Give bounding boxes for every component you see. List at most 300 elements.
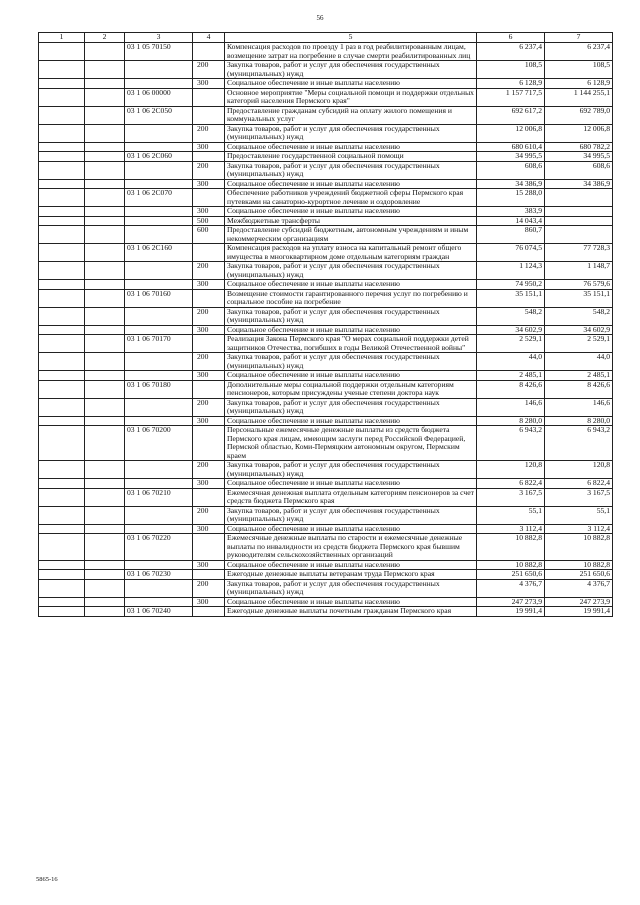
table-row bbox=[39, 570, 613, 580]
cell-name: Ежемесячная денежная выплата отдельным категориям пенсионеров за счет средств бюджета Пермского края bbox=[225, 488, 477, 506]
cell-name: Социальное обеспечение и иные выплаты населению bbox=[225, 280, 477, 290]
cell-target-code: 03 1 06 70240 bbox=[125, 607, 193, 617]
cell-amount-col6: 3 167,5 bbox=[477, 488, 545, 506]
cell-amount-col6: 860,7 bbox=[477, 226, 545, 244]
table-row bbox=[39, 226, 613, 244]
header-cell-7: 7 bbox=[545, 33, 613, 43]
cell-col1 bbox=[39, 61, 85, 79]
cell-amount-col6: 19 991,4 bbox=[477, 607, 545, 617]
cell-col2 bbox=[85, 560, 125, 570]
cell-col2 bbox=[85, 534, 125, 561]
cell-target-code: 03 1 06 2С070 bbox=[125, 189, 193, 207]
table-row bbox=[39, 488, 613, 506]
cell-amount-col7: 3 167,5 bbox=[545, 488, 613, 506]
cell-name: Социальное обеспечение и иные выплаты населению bbox=[225, 597, 477, 607]
cell-target-code: 03 1 06 70200 bbox=[125, 426, 193, 461]
cell-expense-type bbox=[193, 189, 225, 207]
cell-expense-type: 200 bbox=[193, 61, 225, 79]
cell-col1 bbox=[39, 325, 85, 335]
cell-amount-col6: 2 529,1 bbox=[477, 335, 545, 353]
cell-col1 bbox=[39, 479, 85, 489]
table-row bbox=[39, 179, 613, 189]
cell-expense-type: 500 bbox=[193, 216, 225, 226]
cell-amount-col7: 10 882,8 bbox=[545, 534, 613, 561]
cell-col2 bbox=[85, 226, 125, 244]
cell-target-code bbox=[125, 325, 193, 335]
cell-amount-col6: 10 882,8 bbox=[477, 534, 545, 561]
cell-amount-col6: 247 273,9 bbox=[477, 597, 545, 607]
cell-amount-col6: 608,6 bbox=[477, 161, 545, 179]
cell-amount-col7: 1 144 255,1 bbox=[545, 88, 613, 106]
table-row bbox=[39, 88, 613, 106]
cell-name: Закупка товаров, работ и услуг для обеспечения государственных (муниципальных) нужд bbox=[225, 506, 477, 524]
cell-expense-type bbox=[193, 380, 225, 398]
cell-target-code bbox=[125, 307, 193, 325]
cell-col1 bbox=[39, 244, 85, 262]
cell-name: Предоставление гражданам субсидий на оплату жилого помещения и коммунальных услуг bbox=[225, 106, 477, 124]
cell-col2 bbox=[85, 61, 125, 79]
cell-name: Компенсация расходов по проезду 1 раз в год реабилитированным лицам, возмещение затрат на погребение в случае смерти реабилитированных лиц bbox=[225, 43, 477, 61]
cell-amount-col6: 35 151,1 bbox=[477, 289, 545, 307]
cell-target-code bbox=[125, 353, 193, 371]
cell-amount-col7: 1 148,7 bbox=[545, 262, 613, 280]
cell-col2 bbox=[85, 289, 125, 307]
table-row bbox=[39, 207, 613, 217]
cell-amount-col7: 692 789,0 bbox=[545, 106, 613, 124]
cell-col2 bbox=[85, 335, 125, 353]
cell-name: Социальное обеспечение и иные выплаты населению bbox=[225, 325, 477, 335]
cell-col2 bbox=[85, 161, 125, 179]
cell-col2 bbox=[85, 461, 125, 479]
cell-col1 bbox=[39, 88, 85, 106]
cell-col2 bbox=[85, 325, 125, 335]
cell-target-code: 03 1 06 2С060 bbox=[125, 152, 193, 162]
cell-col1 bbox=[39, 579, 85, 597]
cell-name: Социальное обеспечение и иные выплаты населению bbox=[225, 207, 477, 217]
cell-col1 bbox=[39, 79, 85, 89]
cell-amount-col6: 108,5 bbox=[477, 61, 545, 79]
budget-table bbox=[38, 32, 613, 617]
cell-name: Социальное обеспечение и иные выплаты населению bbox=[225, 479, 477, 489]
cell-target-code: 03 1 06 2С050 bbox=[125, 106, 193, 124]
table-row bbox=[39, 161, 613, 179]
cell-expense-type bbox=[193, 607, 225, 617]
cell-col1 bbox=[39, 560, 85, 570]
cell-expense-type bbox=[193, 335, 225, 353]
cell-col1 bbox=[39, 207, 85, 217]
cell-amount-col7 bbox=[545, 189, 613, 207]
table-row bbox=[39, 416, 613, 426]
cell-col2 bbox=[85, 216, 125, 226]
table-row bbox=[39, 607, 613, 617]
table-row bbox=[39, 280, 613, 290]
cell-col1 bbox=[39, 161, 85, 179]
cell-col1 bbox=[39, 597, 85, 607]
cell-col2 bbox=[85, 179, 125, 189]
cell-col2 bbox=[85, 142, 125, 152]
cell-col1 bbox=[39, 216, 85, 226]
cell-amount-col6: 146,6 bbox=[477, 398, 545, 416]
table-row bbox=[39, 579, 613, 597]
cell-amount-col6: 4 376,7 bbox=[477, 579, 545, 597]
table-row bbox=[39, 79, 613, 89]
cell-name: Социальное обеспечение и иные выплаты населению bbox=[225, 560, 477, 570]
cell-name: Обеспечение работников учреждений бюджетной сферы Пермского края путевками на санаторно-курортное лечение и оздоровление bbox=[225, 189, 477, 207]
cell-expense-type: 300 bbox=[193, 179, 225, 189]
cell-col2 bbox=[85, 152, 125, 162]
cell-amount-col6: 8 280,0 bbox=[477, 416, 545, 426]
cell-col1 bbox=[39, 380, 85, 398]
cell-col2 bbox=[85, 307, 125, 325]
cell-name: Компенсация расходов на уплату взноса на капитальный ремонт общего имущества в многоквартирном доме отдельным категориям граждан bbox=[225, 244, 477, 262]
cell-amount-col7: 35 151,1 bbox=[545, 289, 613, 307]
cell-col1 bbox=[39, 570, 85, 580]
cell-amount-col6: 3 112,4 bbox=[477, 524, 545, 534]
cell-amount-col7: 6 237,4 bbox=[545, 43, 613, 61]
cell-col2 bbox=[85, 488, 125, 506]
cell-target-code: 03 1 06 00000 bbox=[125, 88, 193, 106]
table-row bbox=[39, 43, 613, 61]
cell-expense-type: 200 bbox=[193, 353, 225, 371]
cell-amount-col7: 44,0 bbox=[545, 353, 613, 371]
cell-amount-col6: 6 822,4 bbox=[477, 479, 545, 489]
cell-expense-type: 200 bbox=[193, 579, 225, 597]
cell-amount-col7: 251 650,6 bbox=[545, 570, 613, 580]
cell-amount-col7: 6 822,4 bbox=[545, 479, 613, 489]
cell-name: Социальное обеспечение и иные выплаты населению bbox=[225, 416, 477, 426]
cell-amount-col7: 77 728,3 bbox=[545, 244, 613, 262]
header-cell-5: 5 bbox=[225, 33, 477, 43]
cell-amount-col6: 680 610,4 bbox=[477, 142, 545, 152]
cell-target-code bbox=[125, 524, 193, 534]
cell-name: Возмещение стоимости гарантированного перечня услуг по погребению и социальное пособие на погребение bbox=[225, 289, 477, 307]
cell-expense-type: 300 bbox=[193, 416, 225, 426]
cell-expense-type: 200 bbox=[193, 461, 225, 479]
header-cell-3: 3 bbox=[125, 33, 193, 43]
cell-expense-type: 200 bbox=[193, 161, 225, 179]
cell-name: Ежегодные денежные выплаты почетным гражданам Пермского края bbox=[225, 607, 477, 617]
cell-target-code bbox=[125, 262, 193, 280]
cell-name: Закупка товаров, работ и услуг для обеспечения государственных (муниципальных) нужд bbox=[225, 579, 477, 597]
cell-amount-col7: 247 273,9 bbox=[545, 597, 613, 607]
header-cell-6: 6 bbox=[477, 33, 545, 43]
table-row bbox=[39, 524, 613, 534]
table-row bbox=[39, 189, 613, 207]
cell-expense-type bbox=[193, 152, 225, 162]
table-row bbox=[39, 142, 613, 152]
cell-expense-type bbox=[193, 488, 225, 506]
cell-col1 bbox=[39, 524, 85, 534]
cell-name: Ежемесячные денежные выплаты по старости и ежемесячные денежные выплаты по инвалидности из средств бюджета Пермского края бывшим руководителям сельскохозяйственных организаций bbox=[225, 534, 477, 561]
cell-col1 bbox=[39, 416, 85, 426]
table-row bbox=[39, 325, 613, 335]
cell-expense-type: 300 bbox=[193, 524, 225, 534]
cell-expense-type: 200 bbox=[193, 262, 225, 280]
cell-amount-col7: 34 386,9 bbox=[545, 179, 613, 189]
table-row bbox=[39, 461, 613, 479]
cell-target-code bbox=[125, 280, 193, 290]
cell-expense-type bbox=[193, 534, 225, 561]
cell-amount-col6: 34 995,5 bbox=[477, 152, 545, 162]
cell-amount-col7: 6 943,2 bbox=[545, 426, 613, 461]
cell-col1 bbox=[39, 353, 85, 371]
cell-target-code bbox=[125, 207, 193, 217]
cell-amount-col6: 10 882,8 bbox=[477, 560, 545, 570]
table-row bbox=[39, 479, 613, 489]
table-row bbox=[39, 380, 613, 398]
cell-col1 bbox=[39, 426, 85, 461]
cell-amount-col7: 108,5 bbox=[545, 61, 613, 79]
table-row bbox=[39, 61, 613, 79]
page-number: 56 bbox=[316, 14, 324, 22]
cell-col1 bbox=[39, 226, 85, 244]
cell-amount-col6: 34 386,9 bbox=[477, 179, 545, 189]
cell-amount-col7: 4 376,7 bbox=[545, 579, 613, 597]
cell-name: Основное мероприятие "Меры социальной помощи и поддержки отдельных категорий населения Пермского края" bbox=[225, 88, 477, 106]
cell-name: Социальное обеспечение и иные выплаты населению bbox=[225, 524, 477, 534]
cell-expense-type bbox=[193, 244, 225, 262]
cell-target-code: 03 1 06 70160 bbox=[125, 289, 193, 307]
cell-expense-type: 300 bbox=[193, 325, 225, 335]
cell-amount-col6: 6 943,2 bbox=[477, 426, 545, 461]
table-row bbox=[39, 371, 613, 381]
footer-code: 5865-16 bbox=[36, 876, 58, 883]
table-header bbox=[39, 33, 613, 43]
cell-name: Предоставление государственной социальной помощи bbox=[225, 152, 477, 162]
cell-target-code bbox=[125, 79, 193, 89]
cell-amount-col7 bbox=[545, 216, 613, 226]
cell-amount-col6: 76 074,5 bbox=[477, 244, 545, 262]
cell-target-code bbox=[125, 461, 193, 479]
cell-name: Закупка товаров, работ и услуг для обеспечения государственных (муниципальных) нужд bbox=[225, 124, 477, 142]
cell-col2 bbox=[85, 280, 125, 290]
cell-name: Социальное обеспечение и иные выплаты населению bbox=[225, 142, 477, 152]
cell-col2 bbox=[85, 124, 125, 142]
cell-col2 bbox=[85, 43, 125, 61]
cell-expense-type bbox=[193, 289, 225, 307]
cell-expense-type: 200 bbox=[193, 124, 225, 142]
cell-col2 bbox=[85, 207, 125, 217]
cell-col1 bbox=[39, 280, 85, 290]
cell-col2 bbox=[85, 189, 125, 207]
cell-expense-type: 200 bbox=[193, 506, 225, 524]
cell-col2 bbox=[85, 416, 125, 426]
cell-name: Реализация Закона Пермского края "О мерах социальной поддержки детей защитников Отечества, погибших в годы Великой Отечественной войны" bbox=[225, 335, 477, 353]
cell-amount-col7: 55,1 bbox=[545, 506, 613, 524]
cell-amount-col6: 383,9 bbox=[477, 207, 545, 217]
cell-amount-col7: 10 882,8 bbox=[545, 560, 613, 570]
cell-col1 bbox=[39, 124, 85, 142]
cell-expense-type: 300 bbox=[193, 597, 225, 607]
cell-name: Предоставление субсидий бюджетным, автономным учреждениям и иным некоммерческим организациям bbox=[225, 226, 477, 244]
header-cell-2: 2 bbox=[85, 33, 125, 43]
table-row bbox=[39, 216, 613, 226]
cell-target-code bbox=[125, 226, 193, 244]
header-cell-4: 4 bbox=[193, 33, 225, 43]
cell-target-code bbox=[125, 579, 193, 597]
table-row bbox=[39, 426, 613, 461]
cell-col2 bbox=[85, 506, 125, 524]
cell-col2 bbox=[85, 353, 125, 371]
cell-amount-col6: 6 128,9 bbox=[477, 79, 545, 89]
table-row bbox=[39, 289, 613, 307]
cell-amount-col6: 74 950,2 bbox=[477, 280, 545, 290]
cell-col1 bbox=[39, 179, 85, 189]
cell-col1 bbox=[39, 506, 85, 524]
cell-target-code bbox=[125, 506, 193, 524]
cell-target-code bbox=[125, 61, 193, 79]
cell-target-code: 03 1 06 70210 bbox=[125, 488, 193, 506]
cell-col2 bbox=[85, 371, 125, 381]
cell-col2 bbox=[85, 570, 125, 580]
cell-target-code bbox=[125, 416, 193, 426]
cell-target-code bbox=[125, 161, 193, 179]
header-cell-1: 1 bbox=[39, 33, 85, 43]
cell-name: Закупка товаров, работ и услуг для обеспечения государственных (муниципальных) нужд bbox=[225, 61, 477, 79]
cell-col1 bbox=[39, 335, 85, 353]
cell-target-code: 03 1 06 70180 bbox=[125, 380, 193, 398]
cell-col1 bbox=[39, 262, 85, 280]
cell-col2 bbox=[85, 88, 125, 106]
cell-amount-col6: 12 006,8 bbox=[477, 124, 545, 142]
table-row bbox=[39, 597, 613, 607]
cell-col2 bbox=[85, 398, 125, 416]
cell-col2 bbox=[85, 262, 125, 280]
cell-target-code: 03 1 06 70220 bbox=[125, 534, 193, 561]
cell-target-code bbox=[125, 398, 193, 416]
cell-name: Закупка товаров, работ и услуг для обеспечения государственных (муниципальных) нужд bbox=[225, 262, 477, 280]
cell-amount-col7: 3 112,4 bbox=[545, 524, 613, 534]
cell-col1 bbox=[39, 152, 85, 162]
cell-expense-type: 300 bbox=[193, 142, 225, 152]
cell-col2 bbox=[85, 579, 125, 597]
cell-expense-type: 200 bbox=[193, 307, 225, 325]
table-row bbox=[39, 335, 613, 353]
cell-col2 bbox=[85, 524, 125, 534]
table-row bbox=[39, 124, 613, 142]
cell-col2 bbox=[85, 380, 125, 398]
cell-amount-col7: 680 782,2 bbox=[545, 142, 613, 152]
cell-amount-col7: 34 602,9 bbox=[545, 325, 613, 335]
cell-target-code: 03 1 06 70230 bbox=[125, 570, 193, 580]
cell-amount-col6: 1 157 717,5 bbox=[477, 88, 545, 106]
cell-target-code bbox=[125, 124, 193, 142]
cell-amount-col6: 55,1 bbox=[477, 506, 545, 524]
cell-target-code bbox=[125, 371, 193, 381]
cell-col2 bbox=[85, 479, 125, 489]
cell-expense-type: 300 bbox=[193, 79, 225, 89]
cell-name: Закупка товаров, работ и услуг для обеспечения государственных (муниципальных) нужд bbox=[225, 461, 477, 479]
table-row bbox=[39, 560, 613, 570]
cell-expense-type bbox=[193, 570, 225, 580]
cell-name: Закупка товаров, работ и услуг для обеспечения государственных (муниципальных) нужд bbox=[225, 161, 477, 179]
cell-name: Закупка товаров, работ и услуг для обеспечения государственных (муниципальных) нужд bbox=[225, 398, 477, 416]
cell-amount-col6: 692 617,2 bbox=[477, 106, 545, 124]
cell-amount-col7: 120,8 bbox=[545, 461, 613, 479]
cell-col1 bbox=[39, 398, 85, 416]
cell-target-code bbox=[125, 216, 193, 226]
table-row bbox=[39, 506, 613, 524]
cell-expense-type: 300 bbox=[193, 560, 225, 570]
cell-col2 bbox=[85, 426, 125, 461]
cell-col1 bbox=[39, 189, 85, 207]
cell-expense-type bbox=[193, 426, 225, 461]
cell-amount-col6: 14 043,4 bbox=[477, 216, 545, 226]
cell-col2 bbox=[85, 244, 125, 262]
cell-amount-col7: 12 006,8 bbox=[545, 124, 613, 142]
cell-amount-col6: 1 124,3 bbox=[477, 262, 545, 280]
cell-name: Закупка товаров, работ и услуг для обеспечения государственных (муниципальных) нужд bbox=[225, 353, 477, 371]
cell-amount-col7 bbox=[545, 207, 613, 217]
cell-expense-type bbox=[193, 88, 225, 106]
cell-col2 bbox=[85, 79, 125, 89]
cell-col1 bbox=[39, 534, 85, 561]
cell-col2 bbox=[85, 607, 125, 617]
cell-amount-col7: 19 991,4 bbox=[545, 607, 613, 617]
table-row bbox=[39, 244, 613, 262]
cell-amount-col6: 6 237,4 bbox=[477, 43, 545, 61]
cell-col1 bbox=[39, 307, 85, 325]
cell-col1 bbox=[39, 607, 85, 617]
cell-amount-col6: 2 485,1 bbox=[477, 371, 545, 381]
cell-expense-type: 600 bbox=[193, 226, 225, 244]
cell-col2 bbox=[85, 597, 125, 607]
table-row bbox=[39, 534, 613, 561]
cell-amount-col6: 548,2 bbox=[477, 307, 545, 325]
cell-name: Социальное обеспечение и иные выплаты населению bbox=[225, 179, 477, 189]
cell-expense-type: 300 bbox=[193, 280, 225, 290]
table-row bbox=[39, 262, 613, 280]
cell-amount-col7: 8 280,0 bbox=[545, 416, 613, 426]
cell-amount-col6: 8 426,6 bbox=[477, 380, 545, 398]
cell-amount-col7: 76 579,6 bbox=[545, 280, 613, 290]
cell-col1 bbox=[39, 43, 85, 61]
cell-expense-type: 300 bbox=[193, 207, 225, 217]
cell-expense-type: 200 bbox=[193, 398, 225, 416]
cell-amount-col6: 15 288,0 bbox=[477, 189, 545, 207]
cell-amount-col6: 44,0 bbox=[477, 353, 545, 371]
cell-target-code: 03 1 06 2С160 bbox=[125, 244, 193, 262]
cell-name: Персональные ежемесячные денежные выплаты из средств бюджета Пермского края лицам, имеющим заслуги перед Российской Федерацией, Пермской областью, Коми-Пермяцким автономным округом, Пермским краем bbox=[225, 426, 477, 461]
header-row bbox=[39, 33, 613, 43]
cell-name: Ежегодные денежные выплаты ветеранам труда Пермского края bbox=[225, 570, 477, 580]
cell-col1 bbox=[39, 461, 85, 479]
cell-amount-col7: 34 995,5 bbox=[545, 152, 613, 162]
cell-amount-col7: 6 128,9 bbox=[545, 79, 613, 89]
cell-expense-type bbox=[193, 106, 225, 124]
table-row bbox=[39, 307, 613, 325]
cell-expense-type: 300 bbox=[193, 371, 225, 381]
table-row bbox=[39, 398, 613, 416]
cell-expense-type bbox=[193, 43, 225, 61]
cell-name: Дополнительные меры социальной поддержки отдельным категориям пенсионеров, которым присуждены ученые степени доктора наук bbox=[225, 380, 477, 398]
cell-col1 bbox=[39, 488, 85, 506]
cell-amount-col6: 34 602,9 bbox=[477, 325, 545, 335]
cell-name: Социальное обеспечение и иные выплаты населению bbox=[225, 371, 477, 381]
cell-target-code: 03 1 05 70150 bbox=[125, 43, 193, 61]
cell-amount-col6: 251 650,6 bbox=[477, 570, 545, 580]
cell-amount-col6: 120,8 bbox=[477, 461, 545, 479]
cell-name: Закупка товаров, работ и услуг для обеспечения государственных (муниципальных) нужд bbox=[225, 307, 477, 325]
cell-name: Межбюджетные трансферты bbox=[225, 216, 477, 226]
cell-col1 bbox=[39, 371, 85, 381]
cell-col1 bbox=[39, 142, 85, 152]
cell-amount-col7: 146,6 bbox=[545, 398, 613, 416]
cell-target-code: 03 1 06 70170 bbox=[125, 335, 193, 353]
cell-target-code bbox=[125, 142, 193, 152]
cell-amount-col7: 2 529,1 bbox=[545, 335, 613, 353]
table-body bbox=[39, 43, 613, 617]
